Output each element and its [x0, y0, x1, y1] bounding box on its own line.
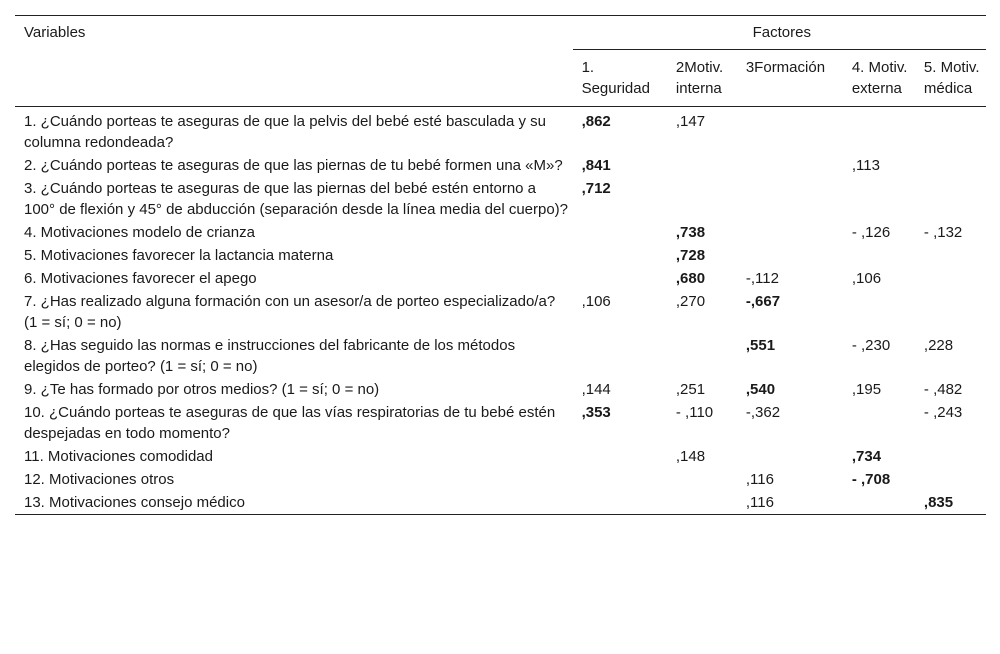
- table-row: [15, 177, 986, 221]
- loading-motiv-interna: ,680: [675, 270, 706, 287]
- table-row: [15, 468, 986, 491]
- loading-seguridad: [573, 445, 667, 468]
- table-row: [15, 491, 986, 515]
- loading-seguridad: ,712: [581, 180, 611, 197]
- loading-motiv-medica: ,228: [923, 337, 954, 354]
- loading-seguridad: [573, 491, 667, 515]
- loading-motiv-medica: - ,132: [923, 224, 963, 241]
- loading-motiv-externa: - ,126: [851, 224, 891, 241]
- loading-motiv-interna: [667, 154, 737, 177]
- loading-seguridad: ,862: [581, 113, 611, 130]
- loading-motiv-interna: ,738: [675, 224, 706, 241]
- loading-motiv-externa: [843, 290, 915, 334]
- variable-label: 12. Motivaciones otros: [24, 471, 175, 488]
- loading-seguridad: ,106: [581, 293, 611, 310]
- loading-formacion: -,112: [745, 270, 779, 287]
- loading-formacion: ,540: [745, 381, 776, 398]
- variable-label: 2. ¿Cuándo porteas te aseguras de que las piernas de tu bebé formen una «M»?: [24, 157, 563, 174]
- table-row: [15, 334, 986, 378]
- loading-motiv-interna: [667, 468, 737, 491]
- loading-formacion: -,667: [745, 293, 781, 310]
- loading-formacion: ,116: [745, 471, 774, 488]
- loading-motiv-interna: - ,110: [675, 404, 714, 421]
- loading-motiv-externa: [843, 401, 915, 445]
- loading-motiv-externa: [843, 244, 915, 267]
- variable-label: 1. ¿Cuándo porteas te aseguras de que la pelvis del bebé esté basculada y su columna redondeada?: [24, 113, 547, 151]
- loading-motiv-interna: [667, 177, 737, 221]
- empty-header-cell: [15, 50, 573, 107]
- variable-label: 7. ¿Has realizado alguna formación con un asesor/a de porteo especializado/a? (1 = sí; 0 = no): [24, 293, 556, 331]
- loading-motiv-interna: ,251: [675, 381, 706, 398]
- loading-motiv-externa: [843, 491, 915, 515]
- table-row: [15, 445, 986, 468]
- table-row: [15, 107, 986, 155]
- loading-formacion: [737, 221, 843, 244]
- loading-motiv-interna: ,270: [675, 293, 706, 310]
- table-row: [15, 244, 986, 267]
- loading-formacion: [737, 107, 843, 155]
- loading-motiv-medica: [915, 244, 986, 267]
- table-row: [15, 154, 986, 177]
- loading-motiv-interna: ,148: [675, 448, 706, 465]
- loading-motiv-medica: - ,243: [923, 404, 963, 421]
- loading-motiv-interna: [667, 334, 737, 378]
- variable-label: 13. Motivaciones consejo médico: [15, 491, 573, 515]
- loading-motiv-externa: ,106: [851, 270, 882, 287]
- variable-label: 6. Motivaciones favorecer el apego: [24, 270, 257, 287]
- loading-seguridad: [573, 267, 667, 290]
- table-row: [15, 290, 986, 334]
- variable-label: 9. ¿Te has formado por otros medios? (1 = sí; 0 = no): [24, 381, 380, 398]
- variable-label: 4. Motivaciones modelo de crianza: [24, 224, 255, 241]
- variable-label: 10. ¿Cuándo porteas te aseguras de que las vías respiratorias de tu bebé estén despejadas en todo momento?: [24, 404, 556, 442]
- loading-motiv-medica: [915, 445, 986, 468]
- variables-header: Variables: [15, 16, 573, 50]
- factor-header-motiv-medica: 5. Motiv. médica: [915, 50, 986, 107]
- loading-motiv-interna: ,147: [675, 113, 706, 130]
- loading-motiv-medica: ,835: [915, 491, 986, 515]
- loading-formacion: [737, 154, 843, 177]
- loading-formacion: [737, 177, 843, 221]
- factor-header-formacion: 3Formación: [737, 50, 843, 107]
- factores-header: Factores: [573, 16, 986, 50]
- loading-seguridad: [573, 244, 667, 267]
- loading-motiv-medica: [915, 107, 986, 155]
- loading-motiv-medica: - ,482: [923, 381, 963, 398]
- loading-motiv-externa: - ,230: [851, 337, 891, 354]
- loading-seguridad: ,353: [581, 404, 611, 421]
- loading-motiv-medica: [915, 267, 986, 290]
- header-row-factors: [15, 50, 986, 107]
- variable-label: 3. ¿Cuándo porteas te aseguras de que las piernas del bebé estén entorno a 100° de flexión y 45° de abducción (separación desde la línea media del cuerpo)?: [24, 180, 569, 218]
- table-row: [15, 267, 986, 290]
- loading-motiv-externa: ,734: [851, 448, 882, 465]
- factor-header-motiv-interna: 2Motiv. interna: [667, 50, 737, 107]
- factor-loadings-table-container: [15, 15, 986, 515]
- loading-motiv-interna: [667, 491, 737, 515]
- loading-motiv-externa: ,195: [851, 381, 882, 398]
- loading-seguridad: ,841: [581, 157, 611, 174]
- factor-loadings-table: [15, 15, 986, 515]
- loading-formacion: ,551: [745, 337, 776, 354]
- loading-motiv-medica: [915, 177, 986, 221]
- loading-formacion: [737, 445, 843, 468]
- variable-label: 11. Motivaciones comodidad: [24, 448, 213, 465]
- loading-seguridad: [573, 468, 667, 491]
- loading-motiv-medica: [915, 154, 986, 177]
- loading-seguridad: ,144: [581, 381, 611, 398]
- loading-motiv-externa: ,113: [851, 157, 880, 174]
- loading-seguridad: [573, 221, 667, 244]
- loading-motiv-medica: [915, 468, 986, 491]
- loading-formacion: -,362: [745, 404, 781, 421]
- loading-motiv-externa: [843, 107, 915, 155]
- loading-formacion: ,116: [737, 491, 843, 515]
- loading-formacion: [737, 244, 843, 267]
- loading-motiv-interna: ,728: [675, 247, 706, 264]
- header-row-top: [15, 16, 986, 50]
- variable-label: 8. ¿Has seguido las normas e instrucciones del fabricante de los métodos elegidos de porteo? (1 = sí; 0 = no): [24, 337, 516, 375]
- variable-label: 5. Motivaciones favorecer la lactancia materna: [24, 247, 334, 264]
- table-row: [15, 401, 986, 445]
- loading-motiv-externa: - ,708: [851, 471, 891, 488]
- loading-seguridad: [573, 334, 667, 378]
- loading-motiv-externa: [843, 177, 915, 221]
- table-row: [15, 221, 986, 244]
- factor-header-motiv-externa: 4. Motiv. externa: [843, 50, 915, 107]
- table-row: [15, 378, 986, 401]
- factor-header-seguridad: 1. Seguridad: [573, 50, 667, 107]
- loading-motiv-medica: [915, 290, 986, 334]
